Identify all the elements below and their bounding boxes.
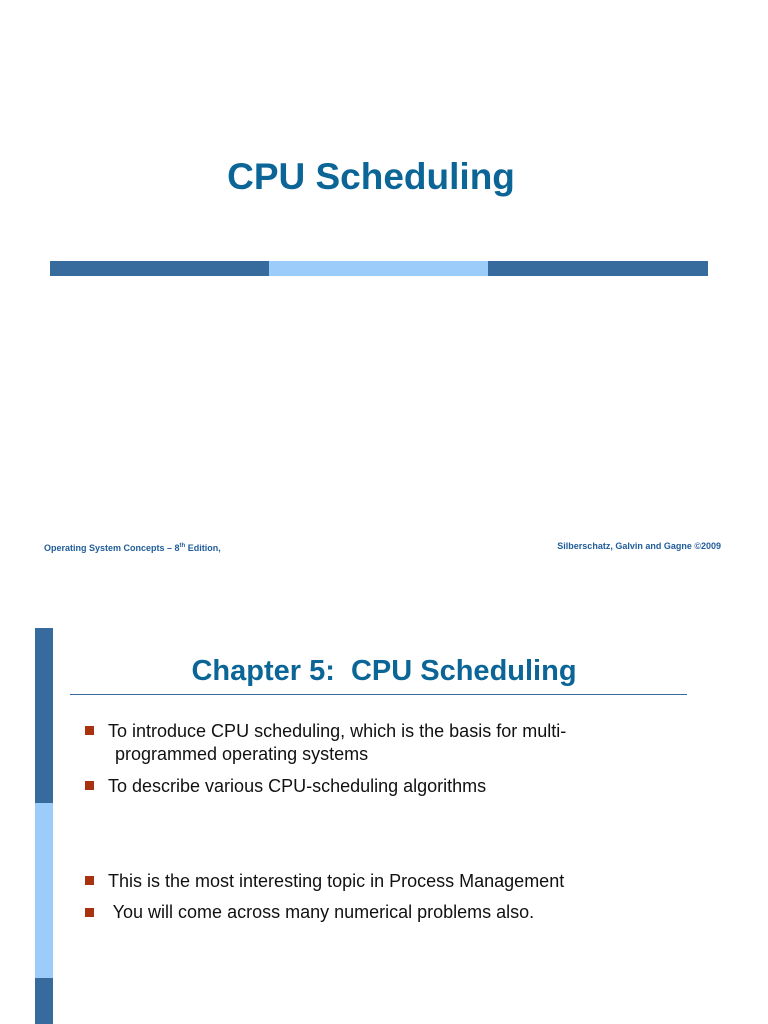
bullet-item: [84, 775, 724, 798]
chapter-title: Chapter 5: CPU Scheduling: [191, 655, 577, 687]
bullet-text-line: To introduce CPU scheduling, which is the basis for multi-: [108, 721, 567, 741]
chapter-slide: [0, 628, 768, 1024]
divider-segment-light: [269, 261, 488, 276]
bullet-text: To describe various CPU-scheduling algorithms: [108, 776, 487, 796]
bullet-item: [84, 901, 724, 924]
footer-book-title: [44, 543, 221, 553]
footer-authors: Silberschatz, Galvin and Gagne ©2009: [557, 541, 721, 551]
title-underline: [70, 694, 687, 695]
title-divider-bar: [50, 261, 708, 276]
square-bullet-icon: [85, 726, 94, 735]
square-bullet-icon: [85, 908, 94, 917]
bullet-text-continuation: programmed operating systems: [115, 744, 369, 764]
bullet-item: [84, 720, 724, 766]
footer-edition-superscript: th: [179, 543, 186, 549]
divider-segment-dark-right: [488, 261, 708, 276]
footer-edition-text: Edition,: [185, 543, 221, 553]
divider-segment-dark-left: [50, 261, 269, 276]
slide-title: CPU Scheduling: [227, 156, 515, 197]
bullet-item: [84, 870, 724, 893]
footer-book-title-text: Operating System Concepts – 8: [44, 543, 180, 553]
side-bar-segment-dark-bottom: [35, 978, 53, 1024]
bullet-text: [108, 720, 724, 766]
square-bullet-icon: [85, 781, 94, 790]
side-bar-segment-light: [35, 803, 53, 978]
square-bullet-icon: [85, 876, 94, 885]
bullet-text: You will come across many numerical problems also.: [108, 902, 535, 922]
bullet-text: This is the most interesting topic in Process Management: [108, 871, 565, 891]
